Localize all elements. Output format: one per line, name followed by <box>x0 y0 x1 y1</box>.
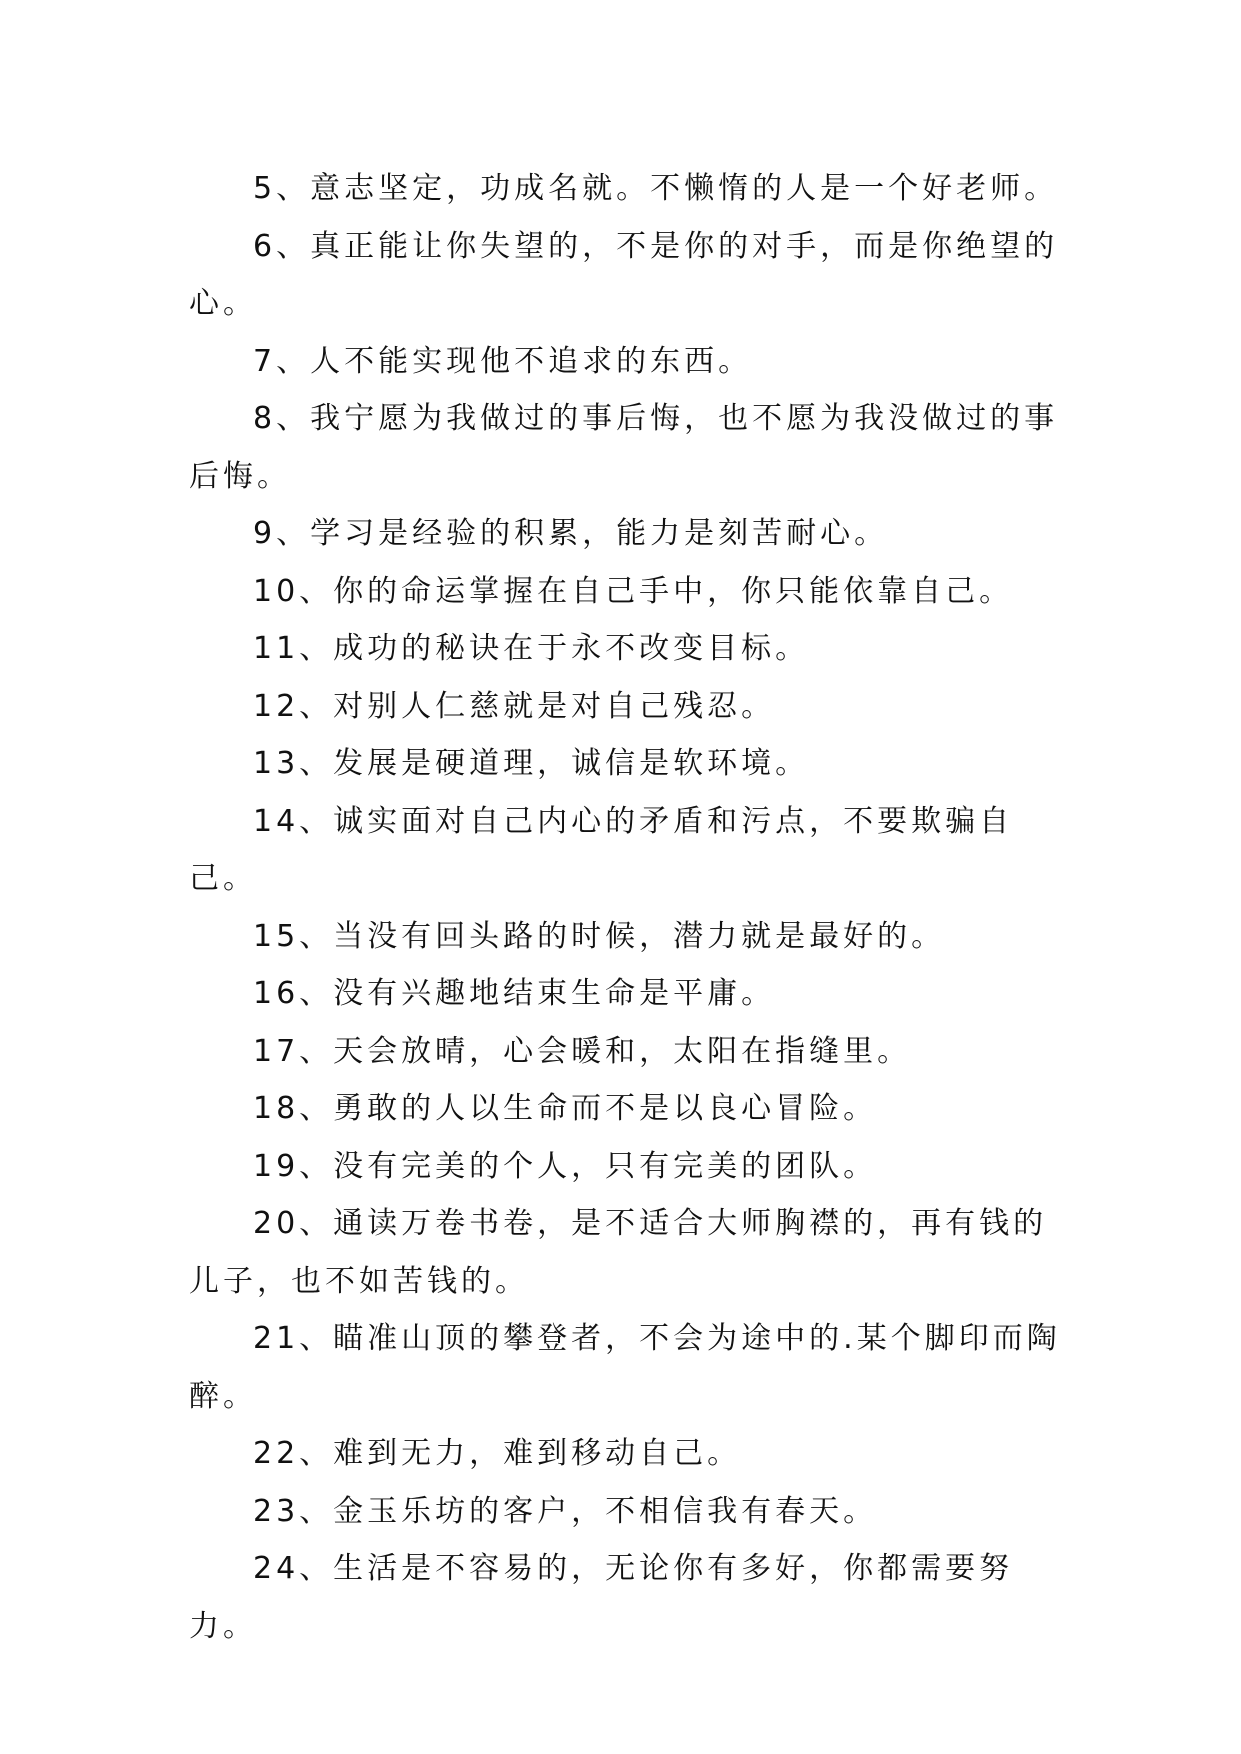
quote-paragraph-24: 24、生活是不容易的，无论你有多好，你都需要努力。 <box>189 1551 1014 1644</box>
quote-paragraph-8: 8、我宁愿为我做过的事后悔，也不愿为我没做过的事后悔。 <box>189 401 1059 494</box>
quote-paragraph-9: 9、学习是经验的积累，能力是刻苦耐心。 <box>253 516 889 551</box>
quote-paragraph-14: 14、诚实面对自己内心的矛盾和污点，不要欺骗自己。 <box>189 803 1014 896</box>
quote-paragraph-18: 18、勇敢的人以生命而不是以良心冒险。 <box>253 1091 878 1126</box>
quote-paragraph-5: 5、意志坚定，功成名就。不懒惰的人是一个好老师。 <box>253 171 1059 206</box>
quote-paragraph-13: 13、发展是硬道理，诚信是软环境。 <box>253 746 810 781</box>
quote-paragraph-20: 20、通读万卷书卷，是不适合大师胸襟的，再有钱的儿子，也不如苦钱的。 <box>189 1206 1048 1299</box>
quote-paragraph-21: 21、瞄准山顶的攀登者，不会为途中的.某个脚印而陶醉。 <box>189 1321 1061 1414</box>
quote-paragraph-10: 10、你的命运掌握在自己手中，你只能依靠自己。 <box>253 573 1014 609</box>
quote-paragraph-15: 15、当没有回头路的时候，潜力就是最好的。 <box>253 918 946 954</box>
quote-paragraph-11: 11、成功的秘诀在于永不改变目标。 <box>253 631 810 666</box>
quote-paragraph-16: 16、没有兴趣地结束生命是平庸。 <box>253 976 776 1011</box>
quote-paragraph-6: 6、真正能让你失望的，不是你的对手，而是你绝望的心。 <box>189 228 1059 321</box>
quote-paragraph-12: 12、对别人仁慈就是对自己残忍。 <box>253 688 776 724</box>
document-body <box>189 160 1069 1655</box>
quote-paragraph-7: 7、人不能实现他不追求的东西。 <box>253 343 753 379</box>
quote-paragraph-22: 22、难到无力，难到移动自己。 <box>253 1436 742 1471</box>
quote-paragraph-23: 23、金玉乐坊的客户，不相信我有春天。 <box>253 1493 878 1529</box>
quote-paragraph-17: 17、天会放晴，心会暖和，太阳在指缝里。 <box>253 1033 912 1069</box>
quote-paragraph-19: 19、没有完美的个人，只有完美的团队。 <box>253 1148 878 1184</box>
